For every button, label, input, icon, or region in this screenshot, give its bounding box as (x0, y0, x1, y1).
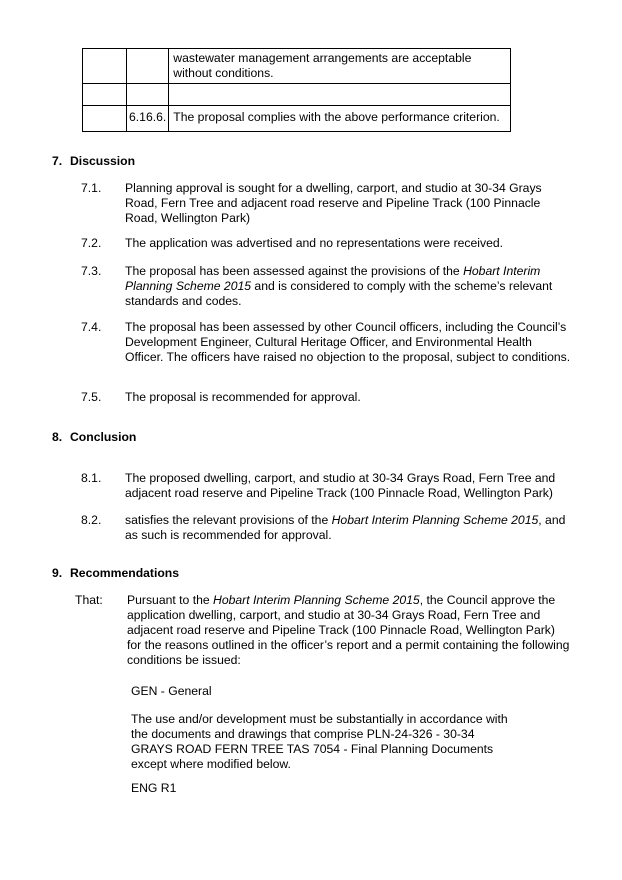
table-row (83, 49, 511, 84)
item-text: Planning approval is sought for a dwelling, carport, and studio at 30-34 Grays Road, Fern Tree and adjacent road reserve and Pipeline Track (100 Pinnacle Road, Wellington Park) (125, 181, 542, 225)
section-title: Recommendations (70, 566, 180, 580)
table-cell: wastewater management arrangements are acceptable without conditions. (169, 49, 511, 84)
item-text: The proposal has been assessed by other Council officers, including the Council’s Development Engineer, Cultural Heritage Officer, and Environmental Health Officer. The officers have raised no objection to the proposal, subject to conditions. (125, 320, 571, 364)
item-number: 7.5. (81, 390, 102, 404)
criteria-table (82, 48, 511, 132)
text-run: , the Council approve the application dwelling, carport, and studio at 30-34 Grays Road, Fern Tree and adjacent road reserve and Pipeline Track (100 Pinnacle Road, Wellington Park) for the reasons outlined in the officer’s report and a permit containing the following conditions be issued: (127, 593, 570, 667)
scheme-title: Hobart Interim Planning Scheme 2015 (213, 593, 420, 607)
table-cell (127, 84, 169, 106)
item-number: 7.4. (81, 320, 102, 334)
section-number: 7. (52, 154, 63, 168)
table-cell (83, 84, 127, 106)
text-run: Pursuant to the (127, 593, 214, 607)
table-cell (83, 49, 127, 84)
condition-label-eng: ENG R1 (131, 781, 177, 795)
item-number: 8.2. (81, 513, 102, 527)
section-number: 8. (52, 430, 63, 444)
table-cell: The proposal complies with the above performance criterion. (169, 106, 511, 132)
section-title: Discussion (70, 154, 136, 168)
text-run: The proposal has been assessed against the provisions of the (125, 264, 464, 278)
table-row (83, 106, 511, 132)
item-text (125, 513, 573, 543)
section-number: 9. (52, 566, 63, 580)
table-cell (83, 106, 127, 132)
item-number: 7.3. (81, 264, 102, 278)
scheme-title: Hobart Interim Planning Scheme 2015 (331, 513, 539, 527)
item-number: 7.1. (81, 181, 102, 195)
item-text: The proposal is recommended for approval. (125, 390, 361, 404)
item-number: 7.2. (81, 236, 102, 250)
that-label: That: (75, 593, 103, 607)
section-title: Conclusion (70, 430, 137, 444)
section-heading-conclusion (52, 430, 136, 445)
text-run: and is considered to comply with the scheme’s relevant standards and codes. (125, 279, 553, 308)
item-text: The application was advertised and no representations were received. (125, 236, 504, 250)
section-heading-recommendations (52, 566, 179, 581)
scheme-title: Hobart Interim Planning Scheme 2015 (125, 264, 541, 293)
table-row (83, 84, 511, 106)
table-cell: 6.16.6. (127, 106, 169, 132)
table-cell (169, 84, 511, 106)
item-number: 8.1. (81, 471, 102, 485)
table-cell (127, 49, 169, 84)
recommendation-text (127, 593, 572, 668)
item-text (125, 264, 573, 309)
item-text: The proposed dwelling, carport, and studio at 30-34 Grays Road, Fern Tree and adjacent road reserve and Pipeline Track (100 Pinnacle Road, Wellington Park) (125, 471, 556, 500)
text-run: , and as such is recommended for approval. (125, 513, 566, 542)
section-heading-discussion (52, 154, 135, 169)
condition-label-gen: GEN - General (131, 684, 212, 698)
text-run: satisfies the relevant provisions of the (125, 513, 332, 527)
condition-text-gen: The use and/or development must be substantially in accordance with the documents and drawings that comprise PLN-24-326 - 30-34 GRAYS ROAD FERN TREE TAS 7054 - Final Planning Documents except where modified below. (131, 712, 508, 771)
